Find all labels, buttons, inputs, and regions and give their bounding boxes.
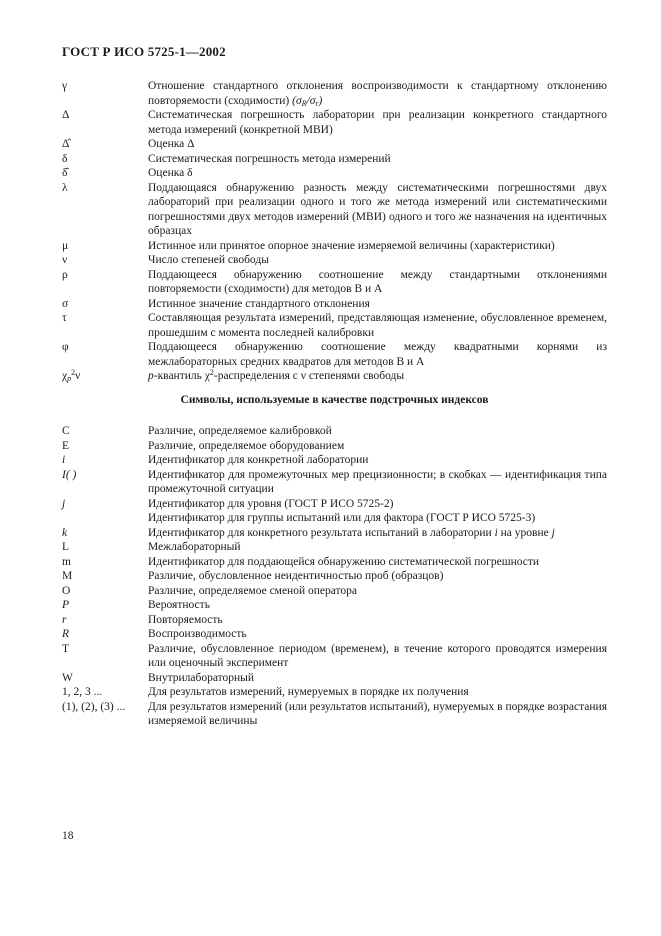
- symbol-cell: λ: [62, 181, 68, 194]
- symbol-row: [62, 268, 607, 297]
- symbol-description: Истинное значение стандартного отклонения: [148, 297, 370, 310]
- symbol-row: [62, 311, 607, 340]
- symbol-description: Отношение стандартного отклонения воспроизводимости к стандартному отклонению повторяемости (сходимости) $(\sigma_R/\sigma_r)$: [148, 80, 607, 108]
- symbol-description: Систематическая погрешность метода измерений: [148, 152, 391, 165]
- symbol-cell: δ̂: [62, 167, 68, 179]
- symbol-description: Для результатов измерений (или результатов испытаний), нумеруемых в порядке возрастания измеряемой величины: [148, 700, 607, 727]
- symbol-row: [62, 497, 607, 512]
- symbol-row: [62, 453, 607, 468]
- symbol-row: [62, 511, 607, 526]
- symbol-cell: T: [62, 642, 70, 655]
- symbol-cell: C: [62, 425, 70, 437]
- symbol-row: [62, 137, 607, 152]
- symbol-description: Истинное или принятое опорное значение измеряемой величины (характеристики): [148, 239, 555, 252]
- symbol-row: [62, 79, 607, 108]
- symbol-row: [62, 700, 607, 729]
- symbol-row: [62, 239, 607, 254]
- symbol-row: [62, 297, 607, 312]
- symbol-cell: φ: [62, 341, 69, 353]
- symbol-cell: j: [62, 497, 66, 510]
- page-number: 18: [62, 830, 74, 842]
- symbol-row: [62, 439, 607, 454]
- symbol-row: [62, 598, 607, 613]
- symbol-cell: O: [62, 584, 71, 597]
- symbol-description: Для результатов измерений, нумеруемых в порядке их получения: [148, 686, 469, 698]
- symbol-description: Различие, определяемое сменой оператора: [148, 584, 358, 597]
- symbol-description: Систематическая погрешность лаборатории при реализации конкретного стандартного метода измерений (конкретной МВИ): [148, 109, 607, 136]
- symbol-cell: 1, 2, 3 ...: [62, 686, 103, 698]
- symbol-description: Поддающаяся обнаружению разность между систематическими погрешностями двух лабораторий при реализации одного и того же метода измерений или систематическими погрешностями двух методов измерений (МВИ) одного и того же назначения на идентичных образцах: [148, 181, 607, 237]
- symbol-cell: P: [62, 599, 70, 611]
- symbol-description: Различие, определяемое оборудованием: [148, 439, 345, 452]
- symbol-cell: E: [62, 439, 70, 452]
- symbol-row: [62, 424, 607, 439]
- symbol-description: Число степеней свободы: [148, 254, 269, 266]
- symbol-cell: L: [62, 541, 70, 553]
- symbol-row: [62, 555, 607, 570]
- symbol-description: Поддающееся обнаружению соотношение между стандартными отклонениями повторяемости (сходимости) для методов B и A: [148, 268, 607, 295]
- symbol-description: p-квантиль $\chi^2$-распределения с ν степенями свободы: [148, 368, 405, 382]
- symbol-cell: σ: [62, 297, 69, 310]
- symbol-description: Оценка Δ: [148, 138, 195, 150]
- symbol-row: [62, 584, 607, 599]
- symbol-cell: ν: [62, 254, 68, 266]
- symbol-cell: M: [62, 570, 73, 582]
- symbol-row: [62, 613, 607, 628]
- symbol-row: [62, 340, 607, 369]
- symbol-description: Идентификатор для поддающейся обнаружению систематической погрешности: [148, 555, 540, 568]
- symbol-cell: k: [62, 526, 68, 539]
- symbol-description: Составляющая результата измерений, представляющая изменение, обусловленное временем, прошедшим с момента последней калибровки: [148, 312, 607, 339]
- symbol-row: [62, 685, 607, 700]
- symbol-row: [62, 569, 607, 584]
- symbol-description: Идентификатор для конкретной лаборатории: [148, 454, 369, 466]
- symbol-description: Повторяемость: [148, 613, 223, 626]
- symbol-description: Поддающееся обнаружению соотношение между квадратными корнями из межлабораторных средних квадратов для методов B и A: [148, 341, 607, 368]
- symbol-description: Идентификатор для уровня (ГОСТ Р ИСО 5725-2): [148, 497, 394, 510]
- symbol-cell: R: [62, 628, 70, 640]
- symbol-cell: Δ: [62, 109, 70, 121]
- symbol-cell: δ: [62, 152, 68, 165]
- symbol-description: Идентификатор для группы испытаний или для фактора (ГОСТ Р ИСО 5725-3): [148, 512, 536, 524]
- symbol-description: Внутрилабораторный: [148, 671, 255, 684]
- symbol-row: [62, 108, 607, 137]
- symbol-row: [62, 642, 607, 671]
- symbol-cell: r: [62, 613, 67, 626]
- symbol-cell: (1), (2), (3) ...: [62, 700, 126, 713]
- symbol-description: Идентификатор для промежуточных мер прецизионности; в скобках — идентификация типа промежуточной ситуации: [148, 468, 607, 495]
- symbol-row: [62, 540, 607, 555]
- symbol-description: Межлабораторный: [148, 541, 241, 553]
- symbol-description: Различие, обусловленное периодом (временем), в течение которого проводятся измерения или оценочный эксперимент: [148, 642, 607, 669]
- symbol-description: Различие, обусловленное неидентичностью проб (образцов): [148, 570, 444, 582]
- symbol-row: [62, 369, 607, 384]
- symbol-row: [62, 181, 607, 239]
- symbol-row: [62, 253, 607, 268]
- symbol-cell: Δ̂: [62, 138, 70, 150]
- symbol-cell: i: [62, 454, 66, 466]
- symbol-cell: τ: [62, 312, 67, 324]
- symbol-row: [62, 152, 607, 167]
- symbol-cell: W: [62, 671, 73, 684]
- symbol-cell: m: [62, 555, 71, 568]
- content-area: [62, 79, 607, 729]
- symbol-cell: ρ: [62, 268, 68, 281]
- symbol-row: [62, 166, 607, 181]
- symbol-description: Вероятность: [148, 599, 210, 611]
- subscript-symbols-list: [62, 424, 607, 729]
- document-number-header: ГОСТ Р ИСО 5725-1—2002: [62, 44, 226, 59]
- symbol-row: [62, 468, 607, 497]
- symbol-description: Идентификатор для конкретного результата испытаний в лаборатории i на уровне j: [148, 526, 555, 539]
- symbol-description: Различие, определяемое калибровкой: [148, 425, 332, 437]
- symbol-cell: $\chi_p^2\nu$: [62, 368, 81, 383]
- greek-symbols-list: [62, 79, 607, 384]
- symbol-cell: γ: [62, 80, 68, 92]
- symbol-description: Оценка δ: [148, 167, 193, 179]
- symbol-cell: μ: [62, 239, 69, 252]
- symbol-row: [62, 627, 607, 642]
- symbol-description: Воспроизводимость: [148, 628, 247, 640]
- symbol-row: [62, 526, 607, 541]
- symbol-cell: I( ): [62, 468, 77, 481]
- symbol-row: [62, 671, 607, 686]
- subscript-section-title: Символы, используемые в качестве подстрочных индексов: [180, 393, 489, 406]
